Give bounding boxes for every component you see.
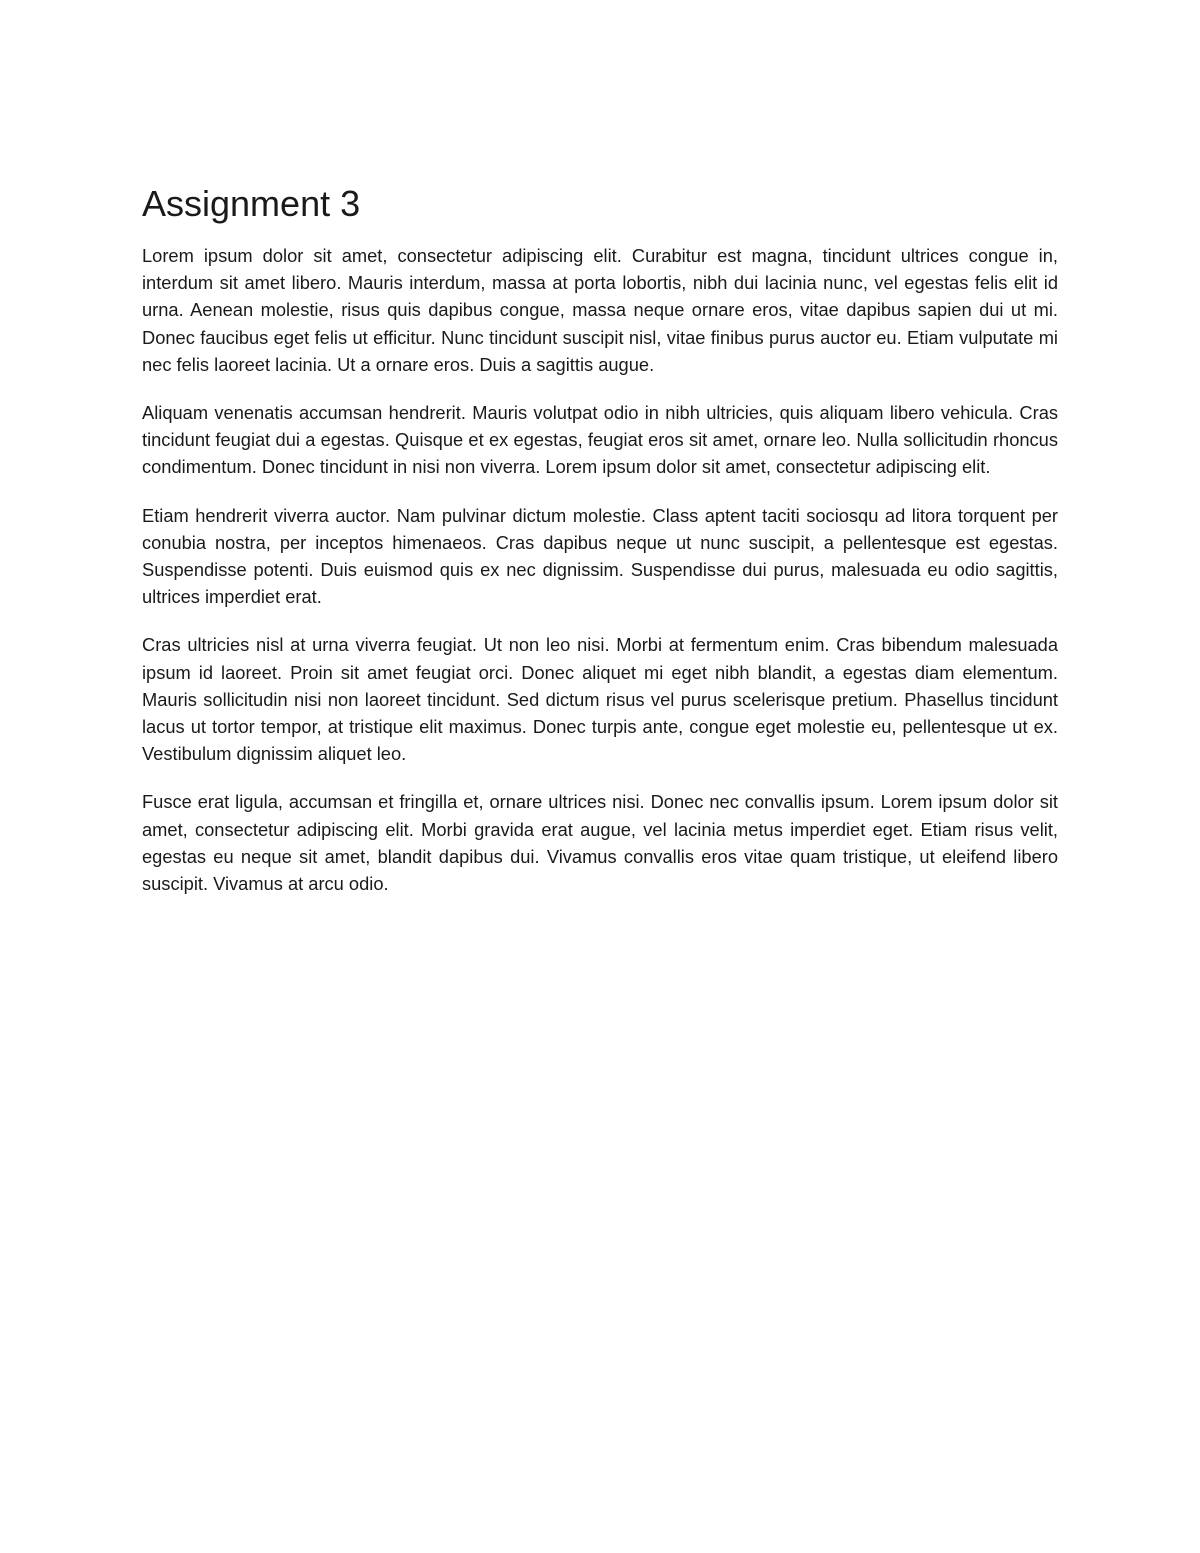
paragraph-1: Lorem ipsum dolor sit amet, consectetur adipiscing elit. Curabitur est magna, tincidunt ultrices congue in, interdum sit amet libero. Mauris interdum, massa at porta lobortis, nibh dui lacinia nunc, vel egestas felis elit id urna. Aenean molestie, risus quis dapibus congue, massa neque ornare eros, vitae dapibus sapien dui ut mi. Donec faucibus eget felis ut efficitur. Nunc tincidunt suscipit nisl, vitae finibus purus auctor eu. Etiam vulputate mi nec felis laoreet lacinia. Ut a ornare eros. Duis a sagittis augue. xyxy=(142,245,1058,375)
paragraph-5: Fusce erat ligula, accumsan et fringilla et, ornare ultrices nisi. Donec nec convallis ipsum. Lorem ipsum dolor sit amet, consectetur adipiscing elit. Morbi gravida erat augue, vel lacinia metus imperdiet eget. Etiam risus velit, egestas eu neque sit amet, blandit dapibus dui. Vivamus convallis eros vitae quam tristique, ut eleifend libero suscipit. Vivamus at arcu odio. xyxy=(142,791,1058,895)
paragraph-4: Cras ultricies nisl at urna viverra feugiat. Ut non leo nisi. Morbi at fermentum enim. Cras bibendum malesuada ipsum id laoreet. Proin sit amet feugiat orci. Donec aliquet mi eget nibh blandit, a egestas diam elementum. Mauris sollicitudin nisi non laoreet tincidunt. Sed dictum risus vel purus scelerisque pretium. Phasellus tincidunt lacus ut tortor tempor, at tristique elit maximus. Donec turpis ante, congue eget molestie eu, pellentesque ut ex. Vestibulum dignissim aliquet leo. xyxy=(142,634,1058,765)
paragraph-2: Aliquam venenatis accumsan hendrerit. Mauris volutpat odio in nibh ultricies, quis aliquam libero vehicula. Cras tincidunt feugiat dui a egestas. Quisque et ex egestas, feugiat eros sit amet, ornare leo. Nulla sollicitudin rhoncus condimentum. Donec tincidunt in nisi non viverra. Lorem ipsum dolor sit amet, consectetur adipiscing elit. xyxy=(142,402,1058,478)
paragraph-3: Etiam hendrerit viverra auctor. Nam pulvinar dictum molestie. Class aptent taciti sociosqu ad litora torquent per conubia nostra, per inceptos himenaeos. Cras dapibus neque ut nunc suscipit, a pellentesque est egestas. Suspendisse potenti. Duis euismod quis ex nec dignissim. Suspendisse dui purus, malesuada eu odio sagittis, ultrices imperdiet erat. xyxy=(142,504,1058,608)
document-title: Assignment 3 xyxy=(142,183,361,224)
document-body xyxy=(142,180,1058,918)
